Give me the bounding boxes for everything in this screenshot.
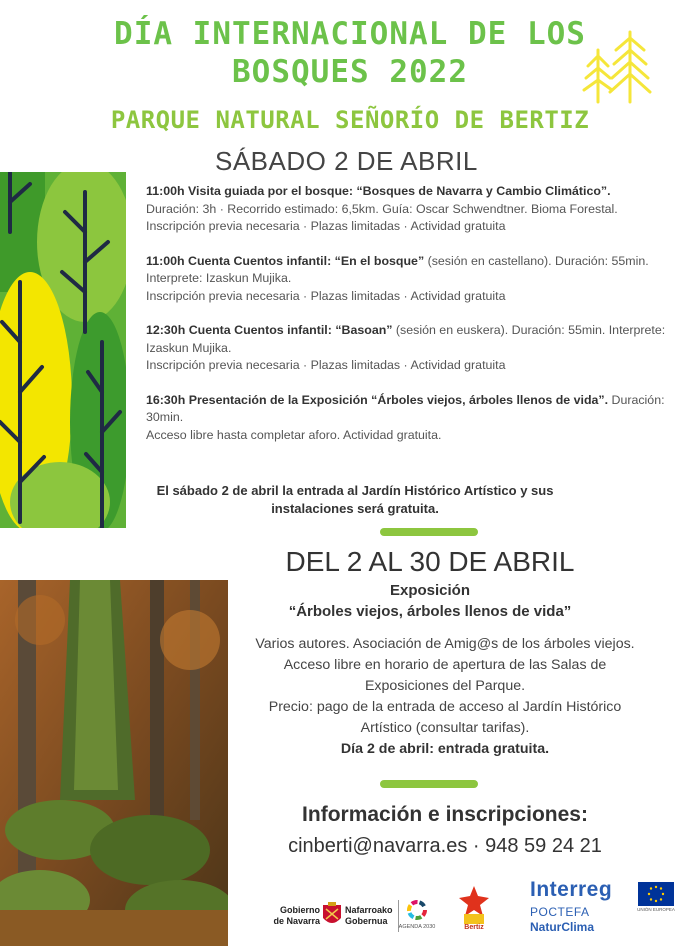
poctefa-text: POCTEFA <box>530 905 590 919</box>
bertiz-text: Bertiz <box>464 924 484 931</box>
exhibition-line: Precio: pago de la entrada de acceso al Jardín Histórico <box>268 699 622 715</box>
event-item <box>146 322 666 375</box>
event-item <box>146 392 666 445</box>
event-registration: Inscripción previa necesaria · Plazas limitadas · Actividad gratuita <box>146 358 506 372</box>
contact-heading: Información e inscripciones: <box>302 803 588 826</box>
event-details: Duración: 3h · Recorrido estimado: 6,5km. Guía: Oscar Schwendtner. Bioma Forestal. <box>146 201 618 216</box>
divider <box>380 780 478 788</box>
event-title: 11:00h Cuenta Cuentos infantil: “En el bosque” <box>146 253 425 268</box>
bertiz-logo-icon <box>458 886 490 926</box>
event-list <box>146 183 666 461</box>
event-details: (sesión en castellano). Duración: 55min. Interprete: Izaskun Mujika. <box>146 253 649 285</box>
exhibition-line: Varios autores. Asociación de Amig@s de los árboles viejos. <box>255 636 635 652</box>
event-title: 16:30h Presentación de la Exposición “Árboles viejos, árboles llenos de vida”. <box>146 392 609 407</box>
pine-trees-icon <box>572 28 662 108</box>
event-registration: Inscripción previa necesaria · Plazas limitadas · Actividad gratuita <box>146 219 506 233</box>
interreg-logo: Interreg <box>530 878 613 901</box>
exhibition-line: Exposiciones del Parque. <box>364 678 526 694</box>
exhibition-heading <box>230 580 630 622</box>
note-line2: instalaciones será gratuita. <box>271 501 439 516</box>
divider <box>380 528 478 536</box>
eu-text: UNIÓN EUROPEA <box>637 907 675 912</box>
event-title: 12:30h Cuenta Cuentos infantil: “Basoan” <box>146 323 393 337</box>
event-registration: Inscripción previa necesaria · Plazas limitadas · Actividad gratuita <box>146 288 506 303</box>
main-title-line1: DÍA INTERNACIONAL DE LOS <box>114 16 586 52</box>
subtitle: PARQUE NATURAL SEÑORÍO DE BERTIZ <box>110 106 590 134</box>
free-entry-note <box>130 482 580 518</box>
event-item <box>146 183 666 236</box>
event-registration: Acceso libre hasta completar aforo. Actividad gratuita. <box>146 427 442 442</box>
naturclima-text: NaturClima <box>530 920 595 934</box>
main-title-line2: BOSQUES 2022 <box>232 54 468 90</box>
gov-navarra-eu-text: Nafarroako Gobernua <box>345 905 393 926</box>
event-item <box>146 253 666 306</box>
exhibition-line: Acceso libre en horario de apertura de las Salas de <box>283 657 607 673</box>
exhibition-name: “Árboles viejos, árboles llenos de vida” <box>288 603 572 620</box>
exhibition-date: DEL 2 AL 30 DE ABRIL <box>285 546 575 577</box>
event-title: 11:00h Visita guiada por el bosque: “Bosques de Navarra y Cambio Climático”. <box>146 184 611 198</box>
event-details: Duración: 30min. <box>146 392 665 424</box>
forest-photo <box>0 580 228 946</box>
exhibition-line: Artístico (consultar tarifas). <box>360 720 530 736</box>
exhibition-details <box>236 634 654 760</box>
exhibition-free-day: Día 2 de abril: entrada gratuita. <box>340 741 550 757</box>
agenda-2030-text: AGENDA 2030 <box>398 924 436 930</box>
eu-flag-icon <box>638 882 674 906</box>
gov-navarra-text: Gobierno de Navarra <box>273 905 320 926</box>
contact-details[interactable]: cinberti@navarra.es · 948 59 24 21 <box>288 835 602 857</box>
saturday-date: SÁBADO 2 DE ABRIL <box>215 146 478 176</box>
navarra-shield-icon <box>322 902 342 928</box>
agenda-2030-icon <box>404 898 430 922</box>
exhibition-label: Exposición <box>389 582 471 599</box>
note-line1: El sábado 2 de abril la entrada al Jardín Histórico Artístico y sus <box>156 483 554 498</box>
event-details: (sesión en euskera). Duración: 55min. Interprete: Izaskun Mujika. <box>146 323 666 355</box>
forest-illustration <box>0 172 126 528</box>
